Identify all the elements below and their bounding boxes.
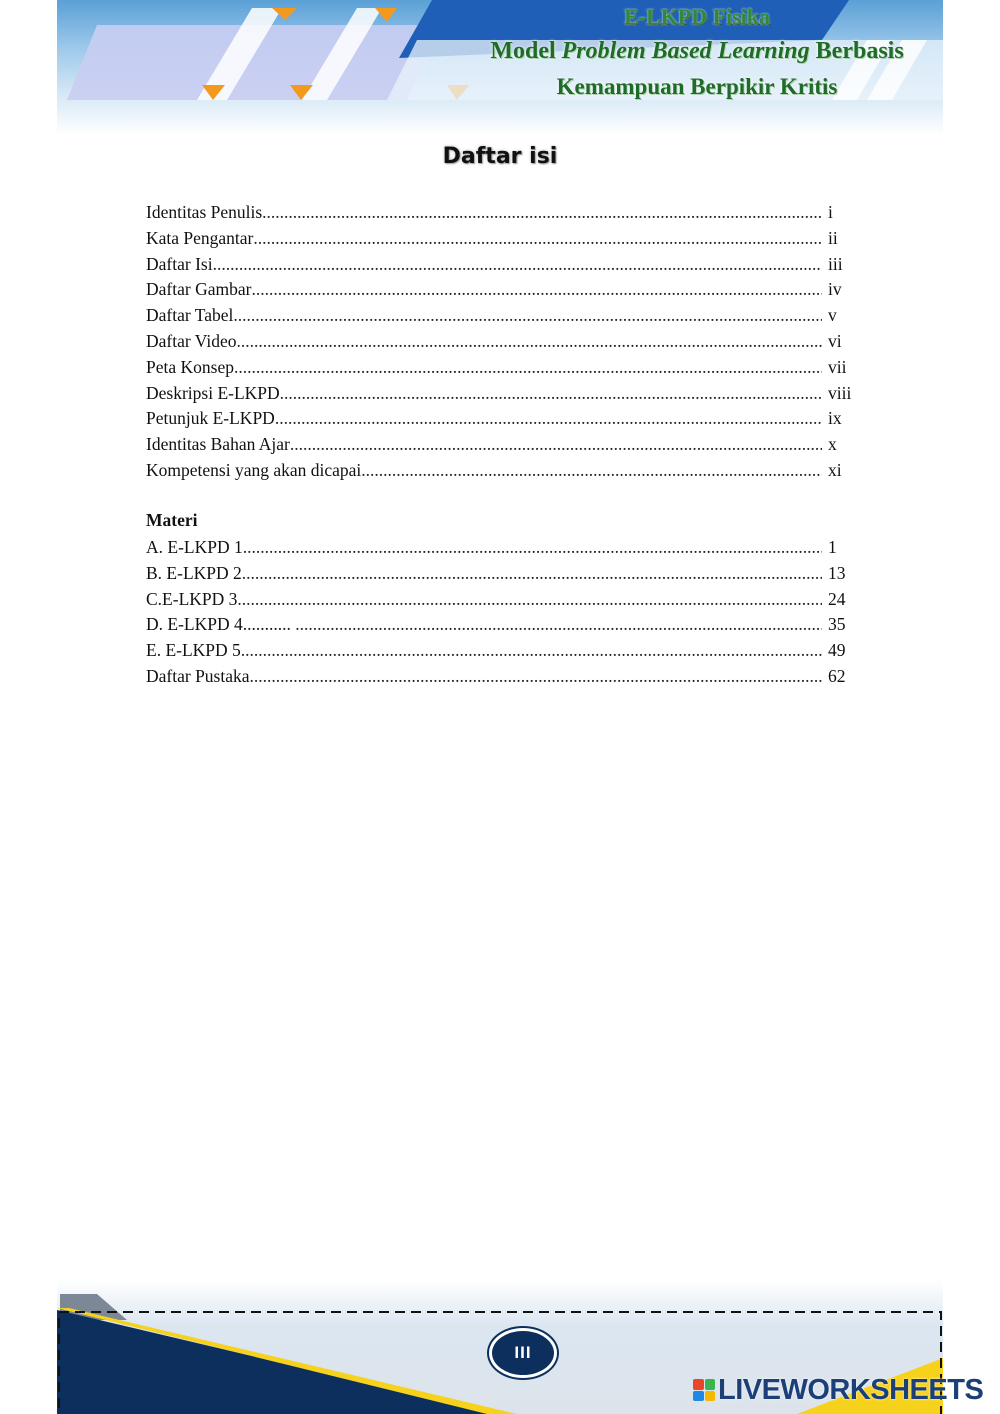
liveworksheets-watermark[interactable] [693,1372,983,1408]
toc-materi-list [146,535,856,690]
toc-entry-label: A. E-LKPD 1 [146,537,243,557]
toc-entry[interactable] [146,406,856,432]
toc-leader-dots [361,458,822,484]
toc-entry[interactable] [146,329,856,355]
toc-entry-page: iii [828,253,843,274]
toc-entry[interactable] [146,226,856,252]
toc-entry-label: Daftar Video [146,330,237,351]
toc-entry-label: Daftar Isi [146,253,213,274]
toc-entry[interactable] [146,252,856,278]
toc-entry-page: vi [828,330,842,351]
watermark-text: LIVEWORKSHEETS [718,1373,984,1406]
toc-entry-page: 35 [828,614,846,635]
toc-entry-label: Kata Pengantar [146,227,254,248]
toc-leader-dots [262,200,822,226]
toc-entry-label: Identitas Penulis [146,202,263,222]
header-title-line1: E-LKPD Fisika [623,4,771,29]
toc-leader-dots [275,406,822,432]
toc-entry-label: E. E-LKPD 5 [146,640,241,661]
liveworksheets-logo-icon [693,1379,715,1401]
toc-entry-page: ix [828,408,842,429]
toc-entry[interactable] [146,587,856,613]
toc-entry-page: i [828,202,833,222]
toc-leader-dots [233,303,822,329]
toc-leader-dots [243,535,822,561]
toc-entry-label: C.E-LKPD 3 [146,588,238,609]
toc-entry-label: Kompetensi yang akan dicapai [146,459,362,480]
toc-entry-label: D. E-LKPD 4........... [146,614,296,635]
toc-entry-label: Peta Konsep [146,356,234,377]
toc-entry-label: Deskripsi E-LKPD [146,382,280,403]
header-title-line2-suffix: Berbasis [809,38,904,64]
toc-leader-dots [236,329,822,355]
toc-leader-dots [237,587,822,613]
page-title: Daftar isi [442,144,558,169]
header-title-line2-italic: Problem Based Learning [561,38,810,64]
toc-entry-label: Daftar Gambar [146,279,252,300]
toc-entry[interactable] [146,355,856,381]
toc-entry-page: viii [828,382,852,403]
toc-leader-dots [250,664,822,690]
header-title-line3: Kemampuan Berpikir Kritis [556,74,838,99]
toc-entry[interactable] [146,200,856,226]
toc-leader-dots [213,252,822,278]
toc-entry-label: B. E-LKPD 2 [146,562,242,583]
toc-entry-page: v [828,305,837,326]
toc-entry[interactable] [146,664,856,690]
header-title-line2-prefix: Model [490,38,562,64]
toc-leader-dots [234,355,822,381]
toc-entry[interactable] [146,381,856,407]
toc-entry-page: iv [828,279,842,300]
toc-entry-page: 49 [828,640,846,661]
toc-entry-page: 13 [828,562,846,583]
toc-leader-dots [290,432,822,458]
toc-entry-page: xi [828,459,842,480]
header-title-line2 [197,38,943,65]
header-banner [57,0,943,135]
toc-front-list [146,200,856,484]
toc-entry[interactable] [146,535,856,561]
page-number-badge: III [489,1328,557,1378]
toc-leader-dots [295,612,822,638]
toc-entry-label: Petunjuk E-LKPD [146,408,275,429]
toc-leader-dots [280,381,822,407]
materi-heading: Materi [146,510,198,530]
toc-entry-page: vii [828,356,847,377]
toc-entry[interactable] [146,638,856,664]
toc-entry-page: x [828,434,837,455]
toc-entry-page: 1 [828,537,837,557]
toc-entry-page: 24 [828,588,846,609]
toc-leader-dots [242,561,822,587]
toc-entry[interactable] [146,458,856,484]
toc-entry[interactable] [146,432,856,458]
toc-entry[interactable] [146,277,856,303]
toc-leader-dots [253,226,822,252]
toc-entry-page: 62 [828,665,846,686]
toc-entry[interactable] [146,612,856,638]
toc-leader-dots [251,277,822,303]
toc-entry-page: ii [828,227,838,248]
toc-leader-dots [241,638,822,664]
toc-entry-label: Daftar Pustaka [146,665,250,686]
toc-entry-label: Identitas Bahan Ajar [146,434,290,455]
toc-entry[interactable] [146,303,856,329]
toc-entry[interactable] [146,561,856,587]
toc-entry-label: Daftar Tabel [146,305,234,326]
